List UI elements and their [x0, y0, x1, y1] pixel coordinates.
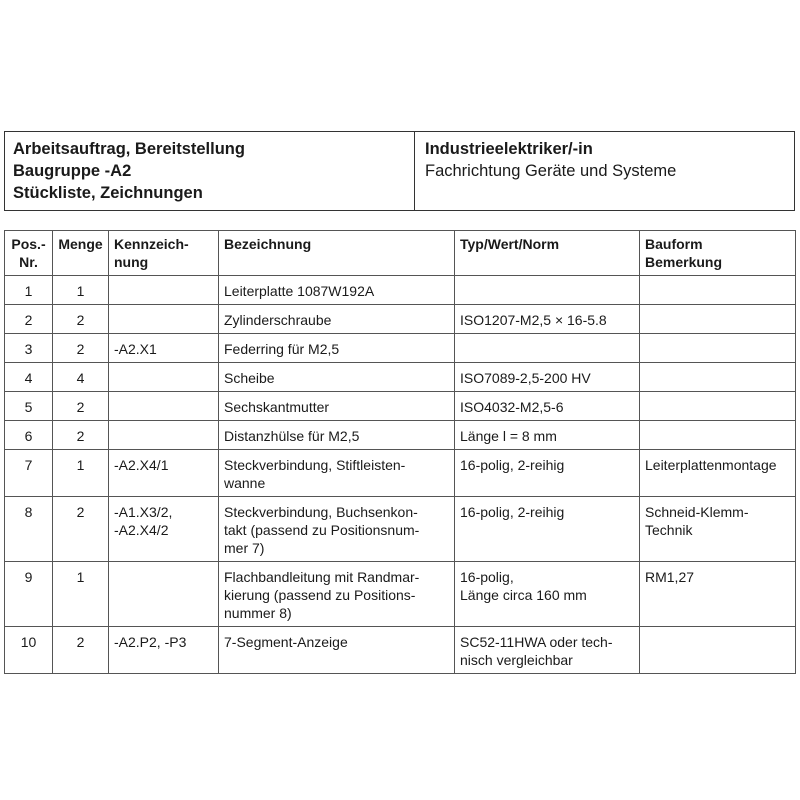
cell-kennzeichnung	[109, 276, 219, 305]
table-row	[5, 421, 796, 450]
cell-typ: Länge l = 8 mm	[455, 421, 640, 450]
cell-menge: 2	[53, 392, 109, 421]
cell-menge: 4	[53, 363, 109, 392]
table-row	[5, 392, 796, 421]
column-header-typ: Typ/Wert/Norm	[455, 231, 640, 276]
cell-bauform	[640, 421, 796, 450]
cell-bezeichnung: Scheibe	[219, 363, 455, 392]
cell-bezeichnung: Distanzhülse für M2,5	[219, 421, 455, 450]
cell-kennzeichnung	[109, 363, 219, 392]
table-row	[5, 276, 796, 305]
header-left	[5, 132, 415, 210]
cell-pos: 3	[5, 334, 53, 363]
cell-typ	[455, 276, 640, 305]
cell-bauform	[640, 392, 796, 421]
cell-bezeichnung: Sechskantmutter	[219, 392, 455, 421]
cell-bezeichnung: Leiterplatte 1087W192A	[219, 276, 455, 305]
cell-typ: ISO4032-M2,5-6	[455, 392, 640, 421]
cell-menge: 2	[53, 497, 109, 562]
column-header-bezeichnung: Bezeichnung	[219, 231, 455, 276]
table-row	[5, 497, 796, 562]
cell-bezeichnung: 7-Segment-Anzeige	[219, 627, 455, 674]
cell-bauform: Schneid-Klemm- Technik	[640, 497, 796, 562]
cell-bezeichnung: Flachbandleitung mit Randmar- kierung (passend zu Positions- nummer 8)	[219, 562, 455, 627]
cell-bauform	[640, 334, 796, 363]
cell-typ: ISO7089-2,5-200 HV	[455, 363, 640, 392]
cell-menge: 1	[53, 450, 109, 497]
cell-kennzeichnung: -A2.X1	[109, 334, 219, 363]
cell-bezeichnung: Federring für M2,5	[219, 334, 455, 363]
cell-bauform	[640, 627, 796, 674]
cell-pos: 9	[5, 562, 53, 627]
cell-typ: 16-polig, 2-reihig	[455, 450, 640, 497]
cell-bauform: Leiterplattenmontage	[640, 450, 796, 497]
cell-kennzeichnung	[109, 421, 219, 450]
cell-typ: SC52-11HWA oder tech- nisch vergleichbar	[455, 627, 640, 674]
cell-pos: 1	[5, 276, 53, 305]
column-header-bauform: Bauform Bemerkung	[640, 231, 796, 276]
parts-list-table	[4, 230, 796, 674]
cell-kennzeichnung: -A2.P2, -P3	[109, 627, 219, 674]
cell-bauform	[640, 305, 796, 334]
header-right-subtitle: Fachrichtung Geräte und Systeme	[425, 162, 677, 180]
cell-bezeichnung: Steckverbindung, Buchsenkon- takt (passend zu Positionsnum- mer 7)	[219, 497, 455, 562]
table-body	[5, 276, 796, 674]
cell-pos: 4	[5, 363, 53, 392]
column-header-menge: Menge	[53, 231, 109, 276]
cell-typ: ISO1207-M2,5 × 16-5.8	[455, 305, 640, 334]
header-left-line-1: Arbeitsauftrag, Bereitstellung	[13, 140, 245, 158]
cell-pos: 5	[5, 392, 53, 421]
table-row	[5, 562, 796, 627]
table-row	[5, 363, 796, 392]
cell-pos: 10	[5, 627, 53, 674]
column-header-kennzeichnung: Kennzeich- nung	[109, 231, 219, 276]
cell-kennzeichnung	[109, 562, 219, 627]
cell-menge: 1	[53, 276, 109, 305]
cell-pos: 6	[5, 421, 53, 450]
header-left-line-2: Baugruppe -A2	[13, 162, 132, 180]
cell-menge: 2	[53, 305, 109, 334]
cell-kennzeichnung	[109, 392, 219, 421]
cell-menge: 1	[53, 562, 109, 627]
cell-bezeichnung: Steckverbindung, Stiftleisten- wanne	[219, 450, 455, 497]
cell-menge: 2	[53, 421, 109, 450]
cell-typ: 16-polig, Länge circa 160 mm	[455, 562, 640, 627]
cell-kennzeichnung	[109, 305, 219, 334]
cell-bauform	[640, 276, 796, 305]
cell-bauform: RM1,27	[640, 562, 796, 627]
cell-pos: 2	[5, 305, 53, 334]
table-row	[5, 627, 796, 674]
cell-kennzeichnung: -A2.X4/1	[109, 450, 219, 497]
cell-pos: 7	[5, 450, 53, 497]
cell-bauform	[640, 363, 796, 392]
cell-pos: 8	[5, 497, 53, 562]
cell-menge: 2	[53, 627, 109, 674]
cell-kennzeichnung: -A1.X3/2, -A2.X4/2	[109, 497, 219, 562]
cell-bezeichnung: Zylinderschraube	[219, 305, 455, 334]
column-header-pos: Pos.- Nr.	[5, 231, 53, 276]
cell-typ: 16-polig, 2-reihig	[455, 497, 640, 562]
header-right	[415, 132, 794, 210]
header-left-line-3: Stückliste, Zeichnungen	[13, 184, 203, 202]
header-right-title: Industrieelektriker/-in	[425, 140, 593, 158]
table-header-row	[5, 231, 796, 276]
header-box	[4, 131, 795, 211]
cell-typ	[455, 334, 640, 363]
table-row	[5, 305, 796, 334]
table-row	[5, 450, 796, 497]
cell-menge: 2	[53, 334, 109, 363]
table-row	[5, 334, 796, 363]
